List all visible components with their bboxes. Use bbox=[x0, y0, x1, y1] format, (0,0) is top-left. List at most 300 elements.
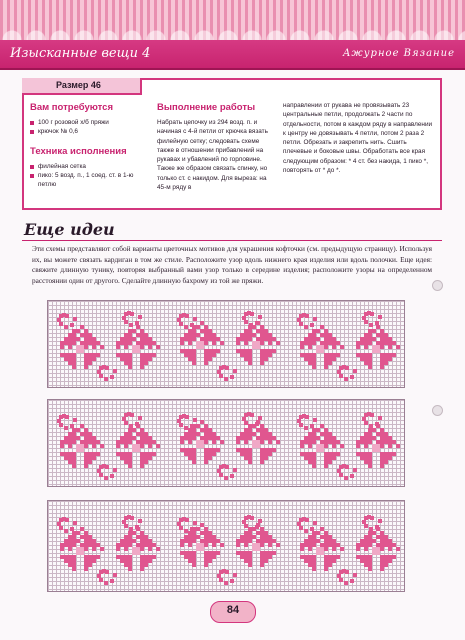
motif-chart-1 bbox=[48, 301, 406, 389]
motif-cell bbox=[260, 535, 264, 539]
motif-cell bbox=[128, 456, 132, 460]
motif-cell bbox=[340, 345, 344, 349]
motif-cell bbox=[312, 329, 316, 333]
motif-cell bbox=[248, 448, 252, 452]
motif-cell bbox=[220, 543, 224, 547]
motif-cell bbox=[388, 357, 392, 361]
motif-cell bbox=[268, 436, 272, 440]
motif-cell bbox=[185, 415, 189, 419]
motif-cell bbox=[120, 539, 124, 543]
motif-cell bbox=[204, 456, 208, 460]
motif-cell bbox=[92, 337, 96, 341]
motif-cell bbox=[380, 440, 384, 444]
motif-cell bbox=[332, 444, 336, 448]
motif-cell bbox=[140, 464, 144, 468]
motif-cell bbox=[264, 448, 268, 452]
motif-cell bbox=[129, 323, 133, 327]
motif-cell bbox=[65, 415, 69, 419]
motif-cell bbox=[368, 460, 372, 464]
motif-cell bbox=[242, 520, 246, 524]
motif-cell bbox=[184, 529, 188, 533]
motif-cell bbox=[230, 579, 234, 583]
motif-cell bbox=[388, 341, 392, 345]
motif-cell bbox=[368, 563, 372, 567]
motif-cell bbox=[204, 353, 208, 357]
motif-cell bbox=[268, 452, 272, 456]
motif-cell bbox=[264, 456, 268, 460]
motif-cell bbox=[192, 361, 196, 365]
motif-cell bbox=[304, 357, 308, 361]
motif-cell bbox=[177, 318, 181, 322]
motif-cell bbox=[312, 341, 316, 345]
motif-cell bbox=[312, 357, 316, 361]
motif-cell bbox=[140, 432, 144, 436]
motif-cell bbox=[184, 436, 188, 440]
motif-cell bbox=[260, 531, 264, 535]
motif-cell bbox=[268, 353, 272, 357]
motif-cell bbox=[116, 345, 120, 349]
motif-cell bbox=[124, 456, 128, 460]
motif-cell bbox=[248, 551, 252, 555]
motif-cell bbox=[135, 321, 139, 325]
motif-cell bbox=[136, 440, 140, 444]
motif-cell bbox=[388, 555, 392, 559]
motif-cell bbox=[122, 520, 126, 524]
motif-cell bbox=[188, 555, 192, 559]
motif-cell bbox=[60, 547, 64, 551]
motif-cell bbox=[312, 428, 316, 432]
motif-cell bbox=[260, 428, 264, 432]
motif-cell bbox=[324, 353, 328, 357]
motif-cell bbox=[132, 329, 136, 333]
motif-cell bbox=[72, 531, 76, 535]
motif-cell bbox=[72, 357, 76, 361]
motif-cell bbox=[148, 547, 152, 551]
motif-cell bbox=[148, 353, 152, 357]
motif-cell bbox=[68, 535, 72, 539]
motif-cell bbox=[372, 345, 380, 353]
motif-cell bbox=[110, 375, 114, 379]
motif-cell bbox=[332, 547, 336, 551]
motif-cell bbox=[188, 452, 192, 456]
motif-cell bbox=[308, 539, 312, 543]
motif-cell bbox=[105, 366, 109, 370]
motif-cell bbox=[128, 341, 132, 345]
motif-cell bbox=[380, 432, 384, 436]
motif-cell bbox=[204, 436, 208, 440]
technique-list bbox=[30, 162, 150, 190]
motif-cell bbox=[208, 551, 212, 555]
motif-cell bbox=[264, 559, 268, 563]
motif-cell bbox=[152, 555, 156, 559]
motif-cell bbox=[256, 337, 260, 341]
motif-cell bbox=[328, 543, 332, 547]
motif-cell bbox=[305, 518, 309, 522]
motif-cell bbox=[88, 432, 92, 436]
motif-cell bbox=[300, 543, 304, 547]
motif-cell bbox=[184, 555, 188, 559]
motif-cell bbox=[84, 539, 88, 543]
motif-cell bbox=[192, 428, 196, 432]
motif-cell bbox=[144, 361, 148, 365]
motif-cell bbox=[193, 521, 197, 525]
motif-cell bbox=[308, 444, 312, 448]
motif-cell bbox=[300, 345, 304, 349]
motif-cell bbox=[128, 428, 132, 432]
motif-cell bbox=[396, 547, 400, 551]
motif-cell bbox=[376, 341, 380, 345]
motif-cell bbox=[144, 337, 148, 341]
motif-cell bbox=[308, 345, 312, 349]
motif-cell bbox=[339, 578, 343, 582]
motif-cell bbox=[264, 349, 268, 353]
motif-cell bbox=[268, 535, 272, 539]
motif-cell bbox=[244, 452, 248, 456]
motif-cell bbox=[312, 559, 316, 563]
motif-cell bbox=[244, 341, 248, 345]
motif-cell bbox=[138, 416, 142, 420]
motif-cell bbox=[140, 547, 144, 551]
motif-cell bbox=[324, 337, 328, 341]
motif-cell bbox=[364, 345, 368, 349]
work-column bbox=[157, 101, 277, 192]
motif-cell bbox=[356, 341, 360, 345]
motif-cell bbox=[360, 559, 364, 563]
motif-cell bbox=[188, 428, 192, 432]
motif-cell bbox=[184, 535, 188, 539]
motif-cell bbox=[328, 361, 332, 365]
motif-cell bbox=[180, 543, 184, 547]
motif-cell bbox=[96, 440, 100, 444]
motif-cell bbox=[68, 345, 72, 349]
motif-cell bbox=[264, 432, 268, 436]
motif-cell bbox=[248, 436, 252, 440]
motif-cell bbox=[328, 440, 332, 444]
motif-cell bbox=[188, 551, 192, 555]
motif-cell bbox=[148, 357, 152, 361]
motif-cell bbox=[80, 333, 84, 337]
motif-cell bbox=[392, 341, 396, 345]
motif-cell bbox=[212, 452, 216, 456]
motif-cell bbox=[192, 551, 196, 555]
motif-cell bbox=[364, 353, 368, 357]
motif-cell bbox=[204, 452, 208, 456]
motif-cell bbox=[92, 440, 96, 444]
motif-cell bbox=[244, 535, 248, 539]
motif-cell bbox=[380, 365, 384, 369]
motif-cell bbox=[72, 341, 76, 345]
motif-cell bbox=[76, 337, 80, 341]
motif-cell bbox=[124, 357, 128, 361]
motif-cell bbox=[100, 547, 104, 551]
motif-cell bbox=[184, 353, 188, 357]
motif-cell bbox=[225, 570, 229, 574]
motif-cell bbox=[380, 559, 384, 563]
motif-cell bbox=[59, 423, 63, 427]
motif-cell bbox=[376, 543, 380, 547]
motif-cell bbox=[72, 337, 76, 341]
motif-cell bbox=[264, 535, 268, 539]
motif-cell bbox=[268, 539, 272, 543]
motif-cell bbox=[219, 578, 223, 582]
motif-cell bbox=[124, 440, 128, 444]
motif-cell bbox=[378, 519, 382, 523]
motif-cell bbox=[188, 448, 192, 452]
motif-cell bbox=[328, 337, 332, 341]
motif-cell bbox=[192, 559, 196, 563]
motif-cell bbox=[144, 432, 148, 436]
motif-cell bbox=[132, 539, 136, 543]
motif-cell bbox=[233, 573, 237, 577]
motif-cell bbox=[240, 535, 244, 539]
motif-cell bbox=[368, 555, 372, 559]
motif-cell bbox=[184, 349, 188, 353]
motif-cell bbox=[337, 370, 341, 374]
motif-cell bbox=[68, 555, 72, 559]
motif-cell bbox=[384, 460, 388, 464]
motif-cell bbox=[368, 329, 372, 333]
page-number: 84 bbox=[226, 604, 240, 616]
motif-cell bbox=[105, 465, 109, 469]
motif-cell bbox=[128, 432, 132, 436]
motif-cell bbox=[208, 539, 212, 543]
motif-cell bbox=[368, 567, 372, 571]
motif-cell bbox=[188, 353, 192, 357]
motif-cell bbox=[312, 567, 316, 571]
motif-cell bbox=[310, 323, 314, 327]
motif-cell bbox=[128, 543, 132, 547]
motif-cell bbox=[148, 559, 152, 563]
motif-cell bbox=[260, 559, 264, 563]
motif-cell bbox=[372, 547, 380, 555]
motif-cell bbox=[138, 315, 142, 319]
motif-cell bbox=[136, 543, 140, 547]
motif-cell bbox=[124, 361, 128, 365]
series-logo: Ажурное Вязание bbox=[342, 48, 455, 59]
motif-cell bbox=[376, 432, 380, 436]
motif-cell bbox=[264, 539, 268, 543]
motif-cell bbox=[200, 329, 204, 333]
motif-cell bbox=[380, 361, 384, 365]
motif-cell bbox=[364, 320, 368, 324]
motif-cell bbox=[204, 329, 208, 333]
motif-cell bbox=[339, 473, 343, 477]
motif-cell bbox=[136, 432, 140, 436]
motif-cell bbox=[212, 448, 216, 452]
binder-hole bbox=[432, 405, 443, 416]
motif-cell bbox=[248, 353, 252, 357]
motif-cell bbox=[105, 570, 109, 574]
motif-cell bbox=[378, 416, 382, 420]
motif-cell bbox=[244, 329, 248, 333]
motif-cell bbox=[380, 563, 384, 567]
motif-cell bbox=[369, 424, 373, 428]
size-label: Размер 46 bbox=[22, 78, 142, 95]
motif-cell bbox=[268, 333, 272, 337]
motif-cell bbox=[320, 424, 324, 428]
motif-cell bbox=[364, 524, 368, 528]
motif-cell bbox=[64, 452, 68, 456]
motif-cell bbox=[308, 543, 312, 547]
motif-cell bbox=[388, 456, 392, 460]
motif-cell bbox=[312, 535, 316, 539]
motif-cell bbox=[260, 353, 264, 357]
motif-cell bbox=[312, 531, 316, 535]
motif-cell bbox=[240, 333, 244, 337]
motif-cell bbox=[64, 559, 68, 563]
motif-cell bbox=[368, 341, 372, 345]
motif-cell bbox=[88, 460, 92, 464]
motif-cell bbox=[59, 322, 63, 326]
motif-cell bbox=[113, 573, 117, 577]
motif-cell bbox=[68, 436, 72, 440]
motif-cell bbox=[84, 452, 88, 456]
motif-cell bbox=[260, 432, 264, 436]
motif-cell bbox=[88, 559, 92, 563]
motif-cell bbox=[88, 535, 92, 539]
motif-cell bbox=[384, 563, 388, 567]
motif-cell bbox=[116, 444, 120, 448]
motif-cell bbox=[332, 436, 336, 440]
motif-cell bbox=[384, 555, 388, 559]
motif-cell bbox=[204, 551, 208, 555]
motif-cell bbox=[364, 547, 368, 551]
motif-cell bbox=[72, 535, 76, 539]
motif-cell bbox=[73, 521, 77, 525]
motif-cell bbox=[324, 535, 328, 539]
motif-cell bbox=[328, 559, 332, 563]
motif-cell bbox=[84, 464, 88, 468]
motif-cell bbox=[68, 563, 72, 567]
motif-cell bbox=[244, 531, 248, 535]
motif-cell bbox=[140, 329, 144, 333]
motif-cell bbox=[64, 426, 68, 430]
motif-cell bbox=[68, 543, 72, 547]
motif-cell bbox=[312, 337, 316, 341]
motif-cell bbox=[128, 539, 132, 543]
motif-cell bbox=[84, 456, 88, 460]
motif-cell bbox=[244, 432, 248, 436]
motif-cell bbox=[128, 333, 132, 337]
motif-cell bbox=[84, 559, 88, 563]
motif-cell bbox=[260, 349, 264, 353]
motif-cell bbox=[244, 357, 248, 361]
motif-cell bbox=[120, 440, 124, 444]
motif-cell bbox=[248, 563, 252, 567]
motif-cell bbox=[380, 345, 384, 349]
motif-cell bbox=[337, 574, 341, 578]
motif-cell bbox=[132, 531, 136, 535]
motif-cell bbox=[368, 353, 372, 357]
motif-cell bbox=[384, 432, 388, 436]
motif-cell bbox=[276, 543, 280, 547]
motif-cell bbox=[305, 415, 309, 419]
motif-cell bbox=[244, 320, 248, 324]
motif-cell bbox=[128, 452, 132, 456]
motif-cell bbox=[244, 436, 248, 440]
motif-cell bbox=[156, 444, 160, 448]
motif-cell bbox=[312, 452, 316, 456]
list-item: крючок № 0,6 bbox=[30, 127, 150, 136]
motif-cell bbox=[184, 432, 188, 436]
motif-cell bbox=[140, 444, 144, 448]
motif-cell bbox=[248, 452, 252, 456]
motif-cell bbox=[84, 567, 88, 571]
motif-cell bbox=[345, 366, 349, 370]
motif-cell bbox=[208, 353, 212, 357]
motif-cell bbox=[380, 353, 384, 357]
motif-cell bbox=[308, 456, 312, 460]
motif-cell bbox=[372, 428, 376, 432]
motif-cell bbox=[244, 428, 248, 432]
motif-cell bbox=[364, 341, 368, 345]
motif-cell bbox=[244, 456, 248, 460]
motif-cell bbox=[260, 436, 264, 440]
motif-cell bbox=[136, 325, 140, 329]
motif-cell bbox=[250, 516, 254, 520]
motif-cell bbox=[368, 456, 372, 460]
motif-cell bbox=[136, 333, 140, 337]
motif-cell bbox=[113, 369, 117, 373]
motif-cell bbox=[364, 460, 368, 464]
motif-cell bbox=[92, 452, 96, 456]
motif-cell bbox=[380, 535, 384, 539]
motif-cell bbox=[196, 440, 204, 448]
motif-cell bbox=[308, 559, 312, 563]
motif-cell bbox=[362, 417, 366, 421]
motif-cell bbox=[364, 563, 368, 567]
motif-cell bbox=[212, 543, 216, 547]
motif-cell bbox=[144, 535, 148, 539]
motif-cell bbox=[212, 341, 216, 345]
motif-cell bbox=[384, 543, 388, 547]
motif-cell bbox=[204, 448, 208, 452]
motif-cell bbox=[268, 341, 272, 345]
motif-cell bbox=[200, 523, 204, 527]
motif-cell bbox=[72, 559, 76, 563]
motif-cell bbox=[268, 337, 272, 341]
motif-cell bbox=[328, 436, 332, 440]
motif-cell bbox=[344, 377, 348, 381]
motif-cell bbox=[240, 555, 244, 559]
motif-cell bbox=[268, 349, 272, 353]
motif-cell bbox=[179, 322, 183, 326]
motif-cell bbox=[97, 370, 101, 374]
motif-cell bbox=[250, 312, 254, 316]
motif-cell bbox=[70, 424, 74, 428]
motif-cell bbox=[353, 468, 357, 472]
motif-cell bbox=[276, 341, 280, 345]
motif-cell bbox=[320, 325, 324, 329]
motif-cell bbox=[84, 436, 88, 440]
motif-cell bbox=[368, 559, 372, 563]
binder-hole bbox=[432, 280, 443, 291]
motif-cell bbox=[212, 539, 216, 543]
motif-cell bbox=[324, 555, 328, 559]
motif-cell bbox=[244, 448, 248, 452]
motif-cell bbox=[320, 440, 324, 444]
motif-cell bbox=[80, 527, 84, 531]
motif-cell bbox=[364, 543, 368, 547]
motif-cell bbox=[92, 539, 96, 543]
motif-cell bbox=[84, 440, 88, 444]
series-title: Изысканные вещи 4 bbox=[10, 46, 151, 61]
motif-cell bbox=[128, 365, 132, 369]
motif-cell bbox=[268, 432, 272, 436]
motif-cell bbox=[140, 428, 144, 432]
motif-cell bbox=[204, 432, 208, 436]
motif-cell bbox=[120, 456, 124, 460]
